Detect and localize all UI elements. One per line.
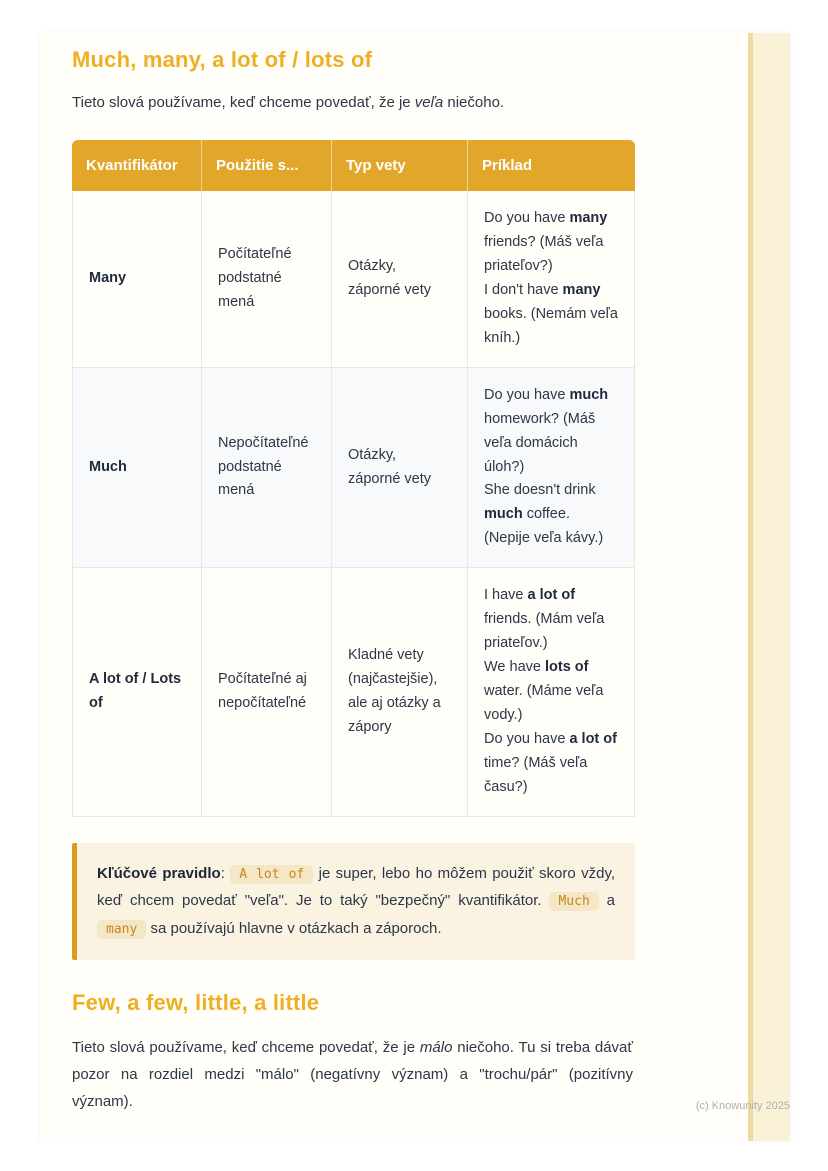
cell-usage: Nepočítateľné podstatné mená — [202, 368, 332, 568]
key-rule-callout — [72, 843, 635, 960]
table-row-a-lot-of — [72, 568, 635, 816]
cell-quantifier: Much — [72, 368, 202, 568]
document-content — [72, 33, 633, 1115]
quantifier-table — [72, 140, 635, 816]
col-header-sentence-type: Typ vety — [332, 140, 468, 191]
cell-usage: Počítateľné podstatné mená — [202, 191, 332, 368]
cell-usage: Počítateľné aj nepočítateľné — [202, 568, 332, 816]
cell-quantifier: A lot of / Lots of — [72, 568, 202, 816]
key-rule-text: Kľúčové pravidlo: A lot of je super, lebo ho môžem použiť skoro vždy, keď chcem povedať "veľa". Je to taký "bezpečný" kvantifikátor. Much a many sa používajú hlavne v otázkach a záporoch. — [97, 864, 616, 938]
section-heading-few-little: Few, a few, little, a little — [72, 989, 320, 1015]
table-header-row — [72, 140, 635, 191]
copyright-watermark: (c) Knowunity 2025 — [695, 1100, 790, 1112]
cell-quantifier: Many — [72, 191, 202, 368]
cell-sentence-type: Otázky, záporné vety — [332, 368, 468, 568]
col-header-quantifier: Kvantifikátor — [72, 140, 202, 191]
col-header-usage: Použitie s... — [202, 140, 332, 191]
intro-paragraph-few: Tieto slová používame, keď chceme povedať, že je málo niečoho. Tu si treba dávať pozor na rozdiel medzi "málo" (negatívny význam) a "trochu/pár" (pozitívny význam). — [72, 1038, 634, 1110]
section-heading-much-many: Much, many, a lot of / lots of — [72, 47, 373, 72]
cell-sentence-type: Kladné vety (najčastejšie), ale aj otázky a zápory — [332, 568, 468, 816]
accent-strip-right — [748, 33, 790, 1141]
cell-examples: Do you have many friends? (Máš veľa priateľov?) I don't have many books. (Nemám veľa kníh.) — [468, 191, 635, 368]
cell-examples: I have a lot of friends. (Mám veľa priateľov.) We have lots of water. (Máme veľa vody.) Do you have a lot of time? (Máš veľa času?) — [468, 568, 635, 816]
intro-paragraph-much: Tieto slová používame, keď chceme povedať, že je veľa niečoho. — [72, 94, 505, 111]
content-card — [40, 33, 790, 1141]
cell-examples: Do you have much homework? (Máš veľa domácich úloh?) She doesn't drink much coffee. (Nepije veľa kávy.) — [468, 368, 635, 568]
col-header-example: Príklad — [468, 140, 635, 191]
table-row-many — [72, 191, 635, 368]
table-row-much — [72, 368, 635, 568]
cell-sentence-type: Otázky, záporné vety — [332, 191, 468, 368]
